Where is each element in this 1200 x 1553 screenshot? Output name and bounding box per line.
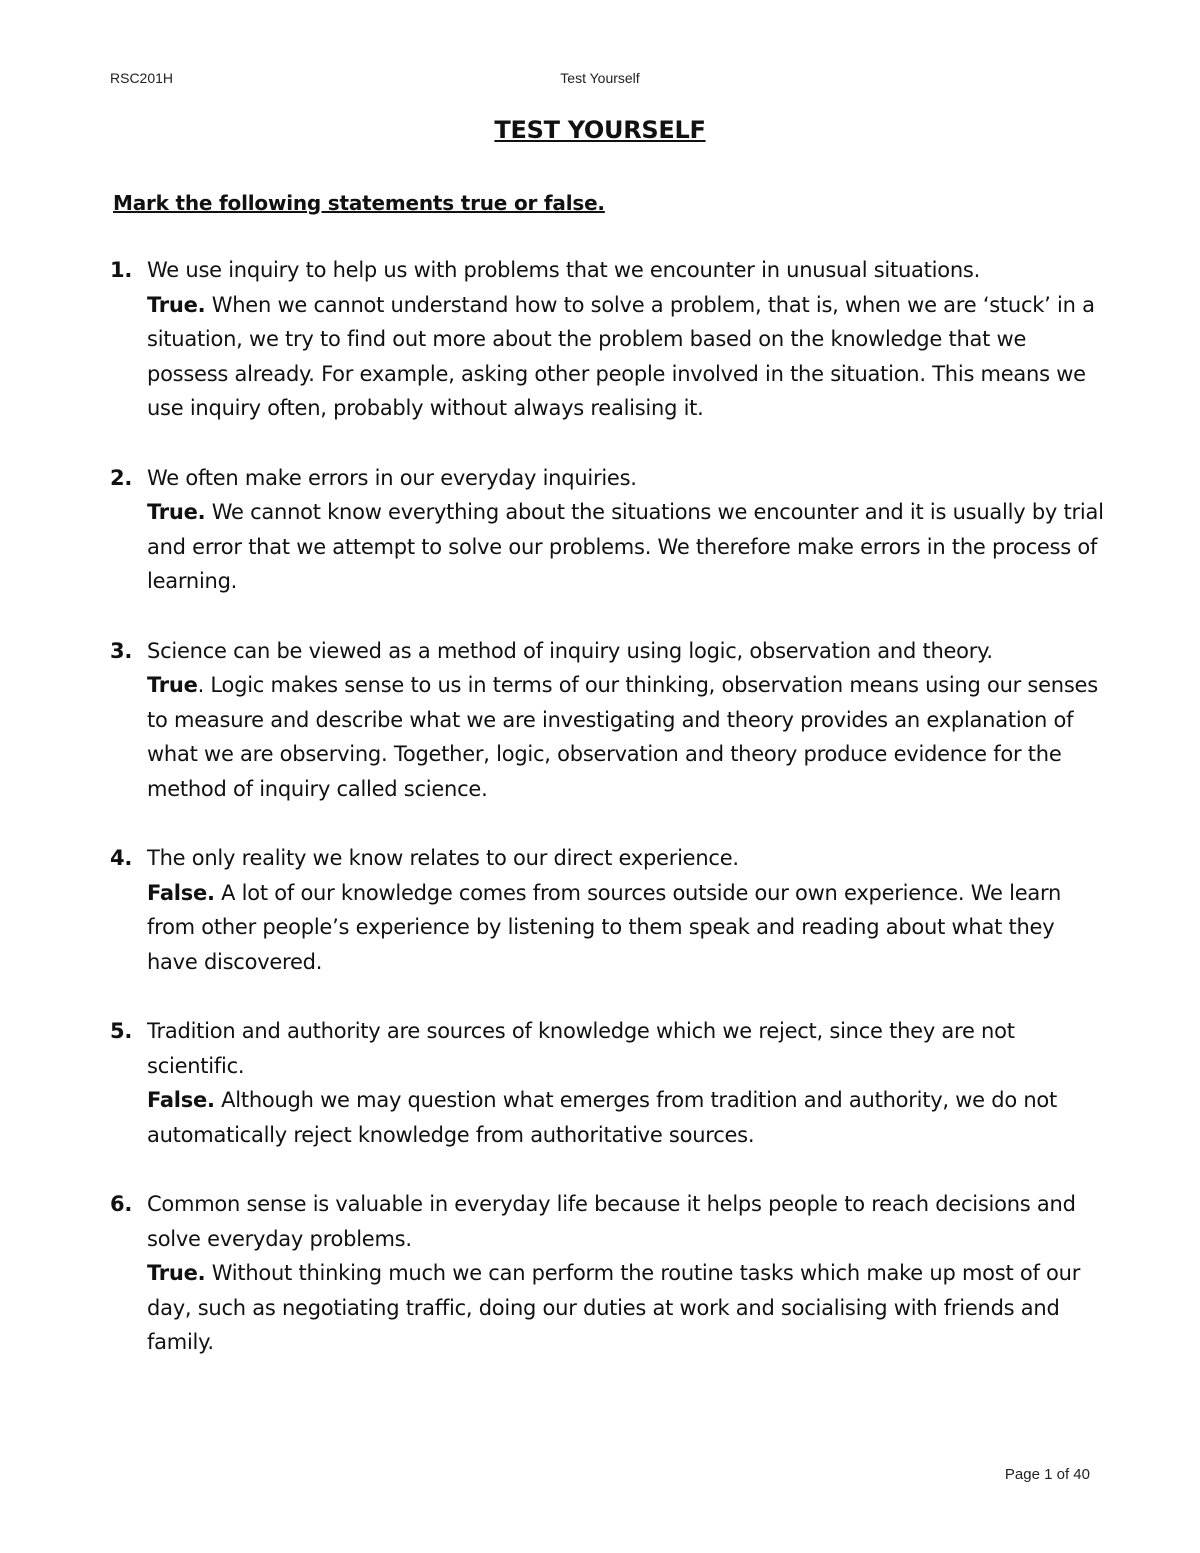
question-answer bbox=[147, 495, 1110, 599]
question-answer bbox=[147, 1256, 1110, 1360]
question-item-4 bbox=[110, 841, 1110, 979]
section-name: Test Yourself bbox=[560, 70, 640, 86]
question-item-1 bbox=[110, 253, 1110, 426]
question-item-2 bbox=[110, 461, 1110, 599]
answer-verdict: False. bbox=[147, 880, 215, 905]
page-title: TEST YOURSELF bbox=[494, 116, 706, 144]
question-statement: We use inquiry to help us with problems that we encounter in unusual situations. bbox=[147, 258, 981, 282]
question-item-6 bbox=[110, 1187, 1110, 1360]
answer-explanation: Although we may question what emerges from tradition and authority, we do not automatically reject knowledge from authoritative sources. bbox=[147, 1088, 1057, 1147]
answer-explanation: We cannot know everything about the situations we encounter and it is usually by trial and error that we attempt to solve our problems. We therefore make errors in the process of learning. bbox=[147, 500, 1104, 594]
page-number: Page 1 of 40 bbox=[1004, 1466, 1090, 1483]
question-answer bbox=[147, 1083, 1110, 1152]
question-list bbox=[110, 253, 1110, 1395]
answer-explanation: . Logic makes sense to us in terms of our thinking, observation means using our senses to measure and describe what we are investigating and theory provides an explanation of what we are observing. Together, logic, observation and theory produce evidence for the method of inquiry called science. bbox=[147, 673, 1098, 801]
question-number: 1. bbox=[110, 258, 133, 282]
question-item-5 bbox=[110, 1014, 1110, 1152]
question-item-3 bbox=[110, 634, 1110, 807]
answer-verdict: True. bbox=[147, 1261, 206, 1286]
answer-explanation: A lot of our knowledge comes from sources outside our own experience. We learn from other people’s experience by listening to them speak and reading about what they have discovered. bbox=[147, 880, 1062, 974]
question-number: 5. bbox=[110, 1019, 133, 1044]
answer-verdict: False. bbox=[147, 1088, 215, 1113]
question-answer bbox=[147, 288, 1110, 426]
answer-explanation: When we cannot understand how to solve a problem, that is, when we are ‘stuck’ in a situation, we try to find out more about the problem based on the knowledge that we possess already. For example, asking other people involved in the situation. This means we use inquiry often, probably without always realising it. bbox=[147, 292, 1095, 421]
question-number: 4. bbox=[110, 846, 133, 871]
answer-explanation: Without thinking much we can perform the routine tasks which make up most of our day, such as negotiating traffic, doing our duties at work and socialising with friends and family. bbox=[147, 1261, 1081, 1355]
question-answer bbox=[147, 876, 1110, 980]
question-answer bbox=[147, 668, 1110, 806]
question-number: 6. bbox=[110, 1192, 133, 1217]
question-statement: The only reality we know relates to our direct experience. bbox=[147, 846, 739, 871]
question-statement: We often make errors in our everyday inquiries. bbox=[147, 465, 637, 490]
answer-verdict: True. bbox=[147, 500, 206, 525]
question-statement: Tradition and authority are sources of knowledge which we reject, since they are not scientific. bbox=[147, 1019, 1015, 1078]
course-code: RSC201H bbox=[110, 70, 174, 86]
question-number: 3. bbox=[110, 638, 133, 663]
question-number: 2. bbox=[110, 465, 133, 490]
running-header bbox=[110, 70, 1090, 90]
question-statement: Common sense is valuable in everyday life because it helps people to reach decisions and solve everyday problems. bbox=[147, 1192, 1076, 1251]
answer-verdict: True. bbox=[147, 292, 206, 317]
answer-verdict: True bbox=[147, 673, 198, 698]
instruction-heading: Mark the following statements true or false. bbox=[113, 191, 605, 215]
question-statement: Science can be viewed as a method of inquiry using logic, observation and theory. bbox=[147, 638, 993, 663]
